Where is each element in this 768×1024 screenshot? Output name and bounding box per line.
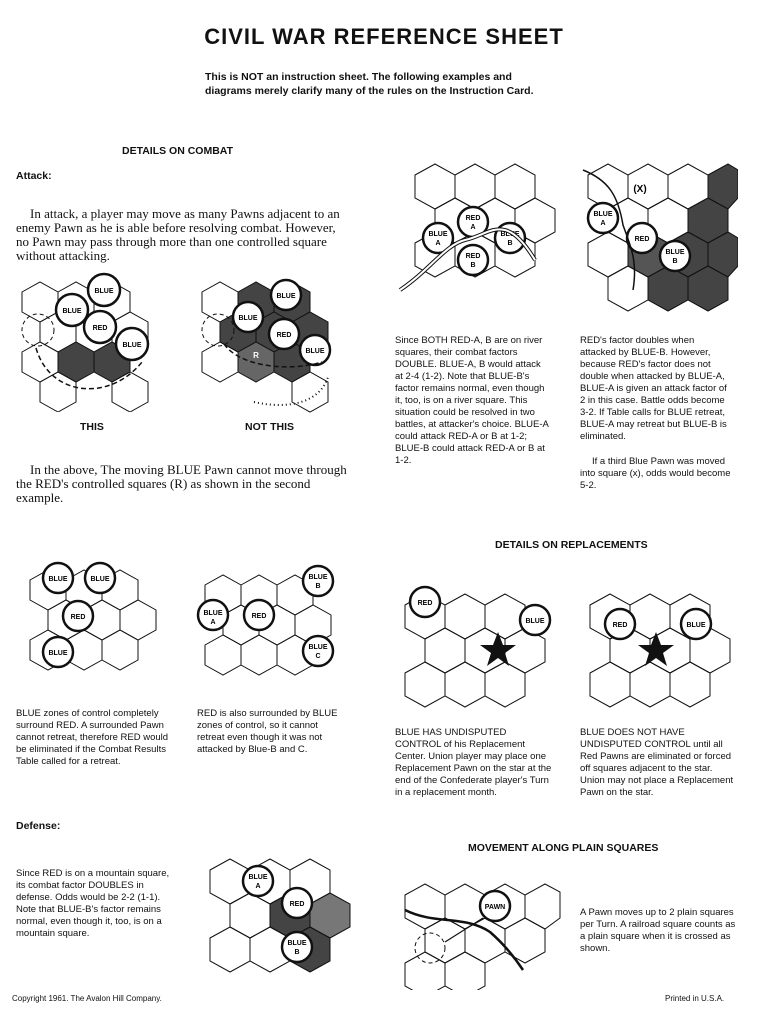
replacement-diagram-2 xyxy=(580,580,740,715)
svg-text:A: A xyxy=(210,619,216,626)
defense-text: Since RED is on a mountain square, its combat factor DOUBLES in defense. Odds would be 2-2 (1-1). Note that BLUE-B's factor remains normal, even though it, too, is on a mountain square. xyxy=(16,868,170,939)
attack-text: In attack, a player may move as many Pawns adjacent to an enemy Pawn as he is able before resolving combat. However, no Pawn may pass through more than one controlled square without attacking. xyxy=(16,206,340,263)
svg-text:B: B xyxy=(672,258,678,265)
svg-text:RED: RED xyxy=(70,614,86,621)
svg-text:RED: RED xyxy=(465,253,481,260)
svg-text:BLUE: BLUE xyxy=(48,650,68,657)
intro-note: This is NOT an instruction sheet. The following examples and diagrams merely clarify many of the rules on the Instruction Card. xyxy=(205,71,534,97)
this-label: THIS xyxy=(80,421,104,433)
svg-text:B: B xyxy=(470,262,476,269)
svg-text:(X): (X) xyxy=(633,184,647,195)
river-diagram xyxy=(395,150,565,305)
page-title: CIVIL WAR REFERENCE SHEET xyxy=(204,24,564,49)
svg-text:RED: RED xyxy=(276,332,292,339)
movement-diagram xyxy=(395,870,565,990)
svg-text:BLUE: BLUE xyxy=(287,940,307,947)
star-icon xyxy=(480,632,516,666)
printed-in: Printed in U.S.A. xyxy=(665,994,725,1003)
svg-text:RED: RED xyxy=(634,236,650,243)
svg-text:BLUE: BLUE xyxy=(593,211,613,218)
svg-text:BLUE: BLUE xyxy=(428,231,448,238)
star-icon xyxy=(638,632,674,666)
svg-text:A: A xyxy=(255,883,261,890)
not-this-hex-diagram xyxy=(190,262,345,417)
svg-text:BLUE: BLUE xyxy=(238,315,258,322)
svg-text:RED: RED xyxy=(417,600,433,607)
svg-text:BLUE: BLUE xyxy=(308,644,328,651)
movement-heading: MOVEMENT ALONG PLAIN SQUARES xyxy=(468,842,659,854)
defense-label: Defense: xyxy=(16,820,61,832)
double-text-2: If a third Blue Pawn was moved into square (x), odds would become 5-2. xyxy=(580,456,731,491)
svg-text:RED: RED xyxy=(289,901,305,908)
defense-diagram xyxy=(200,845,355,985)
svg-text:BLUE: BLUE xyxy=(94,288,114,295)
svg-text:BLUE: BLUE xyxy=(203,610,223,617)
svg-text:PAWN: PAWN xyxy=(484,904,506,911)
svg-text:BLUE: BLUE xyxy=(62,308,82,315)
svg-text:C: C xyxy=(315,653,321,660)
svg-text:BLUE: BLUE xyxy=(308,574,328,581)
surround2-text: RED is also surrounded by BLUE zones of control, so it cannot retreat even though it was not attacked by Blue-B and C. xyxy=(197,708,338,755)
svg-text:B: B xyxy=(294,949,300,956)
svg-text:BLUE: BLUE xyxy=(122,342,142,349)
svg-text:BLUE: BLUE xyxy=(276,293,296,300)
doubling-diagram xyxy=(578,150,738,320)
svg-text:RED: RED xyxy=(251,613,267,620)
svg-text:BLUE: BLUE xyxy=(665,249,685,256)
svg-text:A: A xyxy=(600,220,606,227)
svg-text:BLUE: BLUE xyxy=(305,348,325,355)
svg-text:RED: RED xyxy=(92,325,108,332)
svg-text:A: A xyxy=(435,240,441,247)
svg-text:B: B xyxy=(315,583,321,590)
double-text: RED's factor doubles when attacked by BLUE-B. However, because RED's factor does not double when attacked by BLUE-A, BLUE-A is given an attack factor of 2 in this case. Battle odds become 3-2. If Table calls for BLUE retreat, BLUE-A may retreat but BLUE-B is eliminated. xyxy=(580,335,727,442)
moving-text: In the above, The moving BLUE Pawn cannot move through the RED's controlled squares (R) as shown in the second example. xyxy=(16,462,347,505)
svg-text:BLUE: BLUE xyxy=(500,231,520,238)
surround-diagram-1 xyxy=(10,550,160,690)
replacement-text-1: BLUE HAS UNDISPUTED CONTROL of his Replacement Center. Union player may place one Replacement Pawn on the star at the end of the Confederate player's Turn in a replacement month. xyxy=(395,727,552,798)
copyright: Copyright 1961. The Avalon Hill Company. xyxy=(12,994,162,1003)
surround-diagram-2 xyxy=(185,555,345,685)
svg-text:BLUE: BLUE xyxy=(525,618,545,625)
svg-text:RED: RED xyxy=(612,622,628,629)
this-hex-diagram xyxy=(10,262,165,412)
replacements-heading: DETAILS ON REPLACEMENTS xyxy=(495,539,648,551)
combat-heading: DETAILS ON COMBAT xyxy=(122,145,234,157)
svg-text:RED: RED xyxy=(465,215,481,222)
svg-text:BLUE: BLUE xyxy=(90,576,110,583)
svg-text:BLUE: BLUE xyxy=(48,576,68,583)
movement-text: A Pawn moves up to 2 plain squares per Turn. A railroad square counts as a plain square when it is crossed as shown. xyxy=(580,907,736,954)
not-this-label: NOT THIS xyxy=(245,421,294,433)
svg-text:BLUE: BLUE xyxy=(686,622,706,629)
svg-text:R: R xyxy=(253,351,259,360)
svg-text:B: B xyxy=(507,240,513,247)
attack-label: Attack: xyxy=(16,170,52,182)
svg-text:A: A xyxy=(470,224,476,231)
surround1-text: BLUE zones of control completely surround RED. A surrounded Pawn cannot retreat, therefore RED would be eliminated if the Combat Results Table called for a retreat. xyxy=(16,708,169,767)
svg-text:BLUE: BLUE xyxy=(248,874,268,881)
replacement-text-2: BLUE DOES NOT HAVE UNDISPUTED CONTROL until all Red Pawns are eliminated or forced off squares adjacent to the star. Union may not place a Replacement Pawn on the star. xyxy=(580,727,734,798)
river-text: Since BOTH RED-A, B are on river squares, their combat factors DOUBLE. BLUE-A, B would attack at 2-4 (1-2). Note that BLUE-B's factor remains normal, even though it, too, is on a river square. This situation could be resolved in two battles, at attacker's choice. BLUE-A could attack RED-A or B at 1-2; BLUE-B could attack RED-A or B at 1-2. xyxy=(395,335,549,466)
replacement-diagram-1 xyxy=(395,580,555,715)
